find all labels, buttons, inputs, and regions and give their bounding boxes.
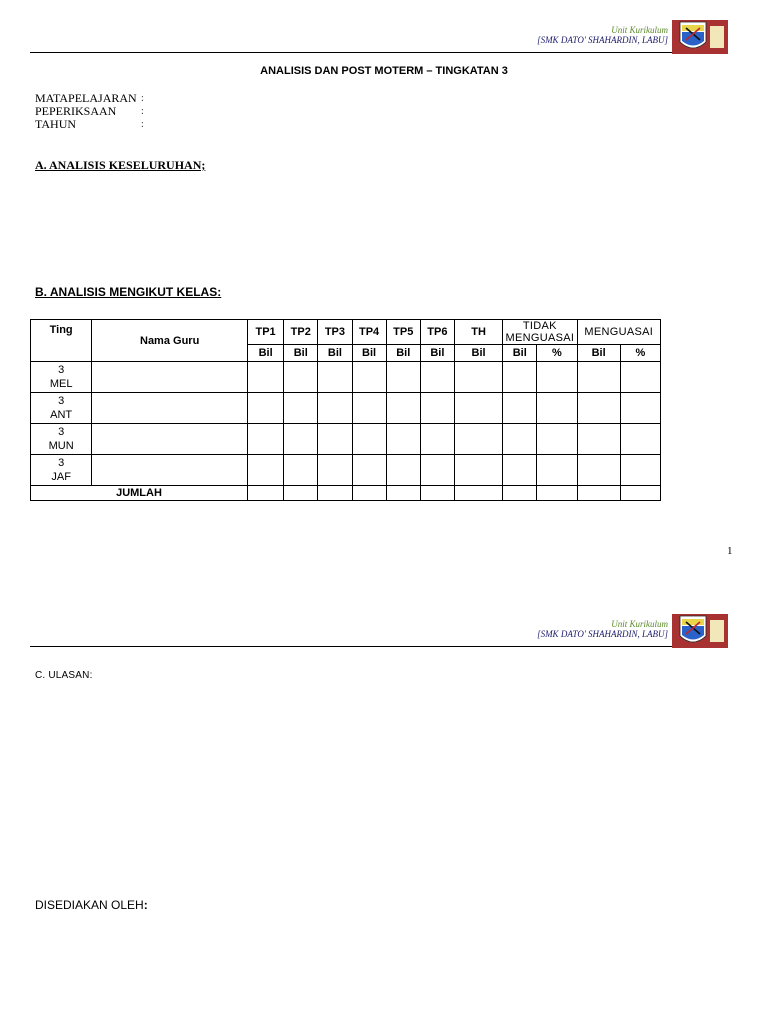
- guru-cell[interactable]: [92, 455, 248, 486]
- section-c-ulasan: C. ULASAN:: [35, 670, 93, 681]
- sub-header-bil: Bil: [577, 345, 620, 362]
- header-nama-guru: Nama Guru: [92, 320, 248, 362]
- table-row: [31, 362, 661, 393]
- ting-cell: 3 ANT: [31, 393, 92, 424]
- unit-header-2: [537, 619, 668, 639]
- header-tp3: TP3: [318, 320, 352, 345]
- school-crest-logo: [672, 614, 728, 648]
- header-tp6: TP6: [420, 320, 454, 345]
- meta-row-exam: PEPERIKSAAN :: [35, 104, 144, 118]
- header-ting: Ting: [31, 320, 92, 362]
- meta-label: TAHUN: [35, 117, 77, 131]
- header-tp4: TP4: [352, 320, 386, 345]
- sub-header-bil: Bil: [352, 345, 386, 362]
- sub-header-bil: Bil: [284, 345, 318, 362]
- sub-header-bil: Bil: [386, 345, 420, 362]
- sub-header-bil: Bil: [248, 345, 284, 362]
- table-row: [31, 393, 661, 424]
- guru-cell[interactable]: [92, 362, 248, 393]
- unit-header-1: [537, 25, 668, 45]
- header-th: TH: [454, 320, 502, 345]
- unit-line-2: [SMK DATO' SHAHARDIN, LABU]: [537, 35, 668, 45]
- unit-line-1: Unit Kurikulum: [611, 619, 668, 629]
- sub-header-bil: Bil: [503, 345, 537, 362]
- meta-block: [35, 92, 144, 131]
- table-row: [31, 424, 661, 455]
- sub-header-percent: %: [620, 345, 660, 362]
- sub-header-bil: Bil: [454, 345, 502, 362]
- header-tp5: TP5: [386, 320, 420, 345]
- header-tp2: TP2: [284, 320, 318, 345]
- header-tp1: TP1: [248, 320, 284, 345]
- guru-cell[interactable]: [92, 393, 248, 424]
- meta-label: MATAPELAJARAN: [35, 91, 137, 105]
- ting-cell: 3 JAF: [31, 455, 92, 486]
- disediakan-oleh-label: DISEDIAKAN OLEH:: [35, 898, 148, 912]
- header-rule-2: [30, 646, 672, 647]
- section-a-heading: A. ANALISIS KESELURUHAN;: [35, 158, 206, 172]
- header-rule-1: [30, 52, 672, 53]
- sub-header-percent: %: [537, 345, 577, 362]
- ting-cell: 3 MEL: [31, 362, 92, 393]
- section-b-heading: B. ANALISIS MENGIKUT KELAS:: [35, 285, 222, 299]
- unit-line-1: Unit Kurikulum: [611, 25, 668, 35]
- header-menguasai: MENGUASAI: [577, 320, 660, 345]
- header-tidak-menguasai: TIDAK MENGUASAI: [503, 320, 577, 345]
- table-row: [31, 455, 661, 486]
- analysis-table: [30, 319, 661, 501]
- sub-header-bil: Bil: [318, 345, 352, 362]
- meta-label: PEPERIKSAAN: [35, 104, 117, 118]
- page-title: ANALISIS DAN POST MOTERM – TINGKATAN 3: [260, 65, 508, 77]
- unit-line-2: [SMK DATO' SHAHARDIN, LABU]: [537, 629, 668, 639]
- school-crest-logo: [672, 20, 728, 54]
- jumlah-label: JUMLAH: [31, 486, 248, 501]
- ting-cell: 3 MUN: [31, 424, 92, 455]
- meta-row-subject: MATAPELAJARAN :: [35, 91, 144, 105]
- guru-cell[interactable]: [92, 424, 248, 455]
- total-row: [31, 486, 661, 501]
- meta-row-year: TAHUN :: [35, 117, 144, 131]
- page-number: 1: [727, 545, 733, 557]
- sub-header-bil: Bil: [420, 345, 454, 362]
